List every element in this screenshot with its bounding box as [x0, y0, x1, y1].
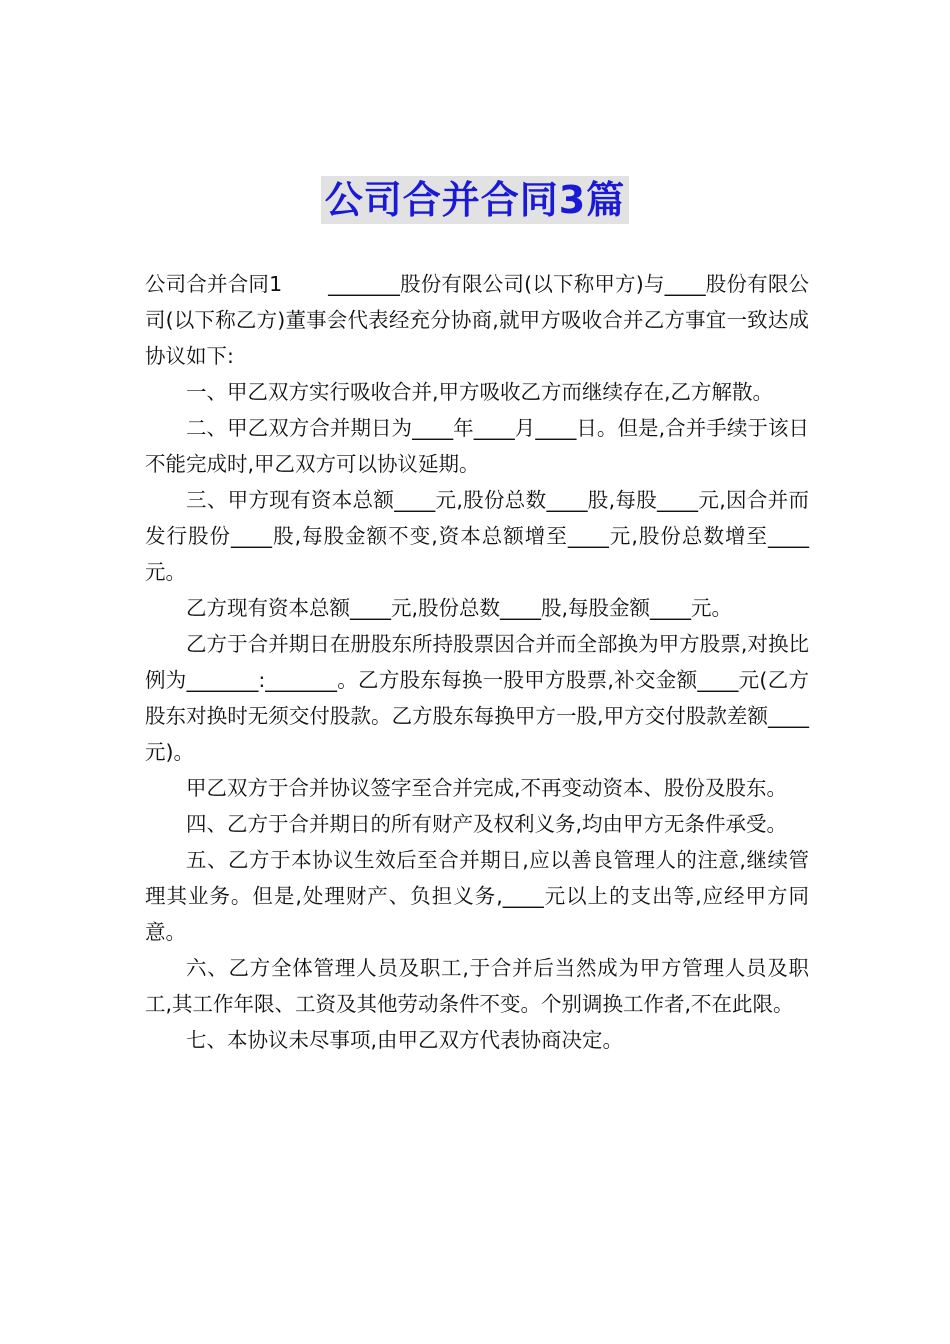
paragraph: 三、甲方现有资本总额____元,股份总数____股,每股____元,因合并而发行股份____股,每股金额不变,资本总额增至____元,股份总数增至____元。: [145, 488, 809, 584]
document-body: [145, 266, 809, 1058]
paragraph: 二、甲乙双方合并期日为____年____月____日。但是,合并手续于该日不能完成时,甲乙双方可以协议延期。: [145, 416, 809, 476]
document-title: 公司合并合同3篇: [321, 176, 629, 224]
paragraph: 七、本协议未尽事项,由甲乙双方代表协商决定。: [186, 1028, 624, 1052]
contract-number-label: 公司合并合同1: [145, 272, 283, 296]
paragraph-text: _______股份有限公司(以下称甲方)与____股份有限公司(以下称乙方)董事会代表经充分协商,就甲方吸收合并乙方事宜一致达成协议如下:: [145, 272, 810, 368]
paragraph-intro: [145, 266, 809, 374]
paragraph: 乙方于合并期日在册股东所持股票因合并而全部换为甲方股票,对换比例为_______:_______。乙方股东每换一股甲方股票,补交金额____元(乙方股东对换时无须交付股款。乙方股东每换甲方一股,甲方交付股款差额____元)。: [145, 632, 809, 764]
title-wrap: [0, 176, 950, 224]
paragraph: 四、乙方于合并期日的所有财产及权利义务,均由甲方无条件承受。: [186, 812, 788, 836]
paragraph: 一、甲乙双方实行吸收合并,甲方吸收乙方而继续存在,乙方解散。: [186, 380, 774, 404]
paragraph: 乙方现有资本总额____元,股份总数____股,每股金额____元。: [186, 596, 733, 620]
paragraph: 甲乙双方于合并协议签字至合并完成,不再变动资本、股份及股东。: [186, 776, 788, 800]
paragraph: 五、乙方于本协议生效后至合并期日,应以善良管理人的注意,继续管理其业务。但是,处理财产、负担义务,____元以上的支出等,应经甲方同意。: [145, 848, 809, 944]
paragraph: 六、乙方全体管理人员及职工,于合并后当然成为甲方管理人员及职工,其工作年限、工资及其他劳动条件不变。个别调换工作者,不在此限。: [145, 956, 809, 1016]
